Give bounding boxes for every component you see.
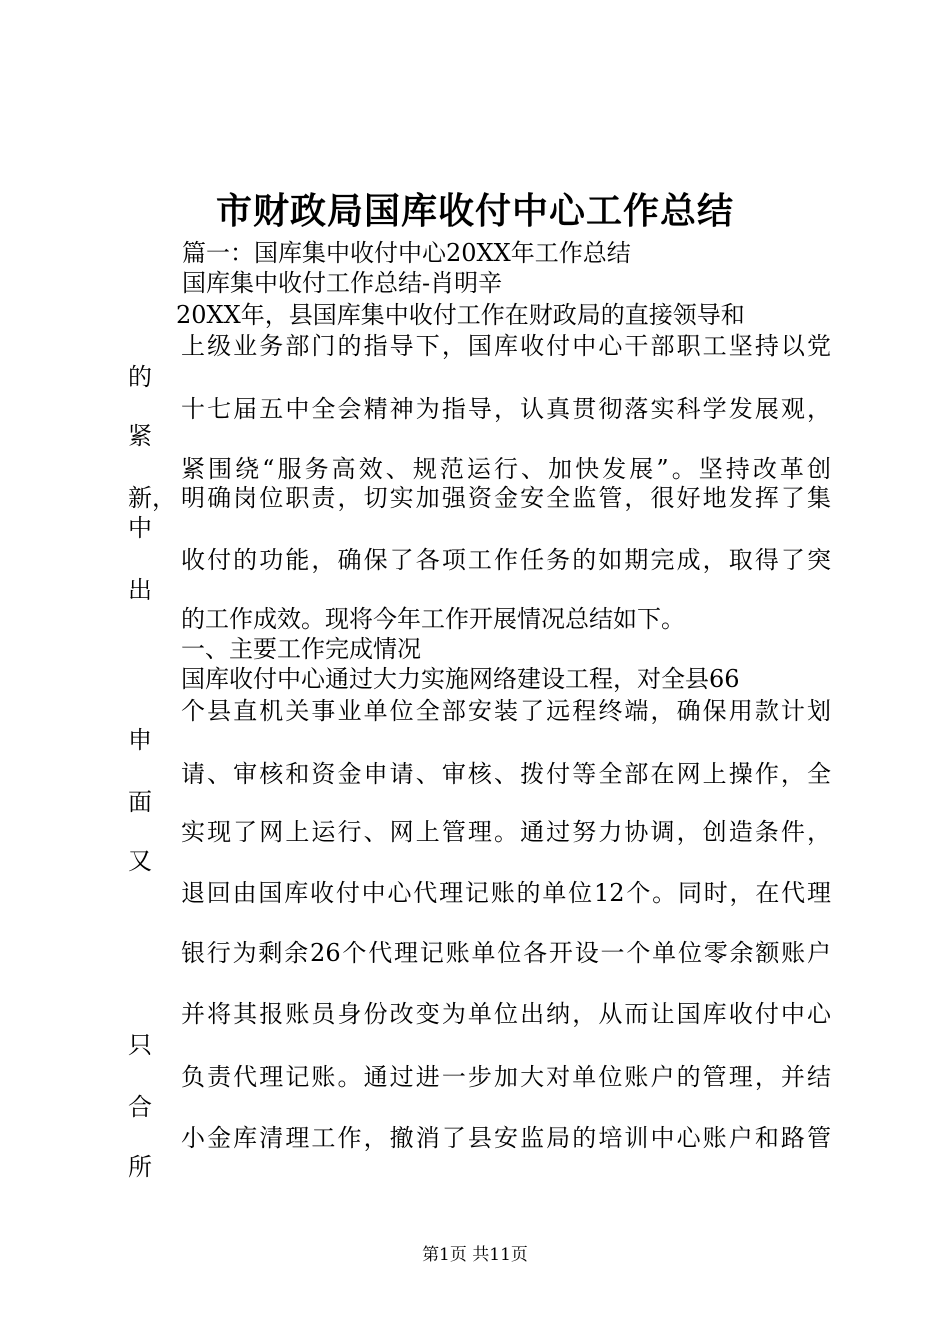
body-line-8: 收付的功能，确保了各项工作任务的如期完成，取得了突: [181, 546, 831, 574]
body-line-6: 紧围绕“服务高效、规范运行、加快发展”。坚持改革创: [181, 455, 831, 483]
body-line-1: 篇一：国库集中收付中心20XX年工作总结: [182, 239, 631, 267]
document-title: 市财政局国库收付中心工作总结: [215, 190, 734, 232]
margin-char-7: 面: [128, 788, 152, 816]
margin-char-11: 所: [128, 1153, 152, 1181]
page-footer: 第1页 共11页: [422, 1245, 528, 1265]
body-line-16: 银行为剩余26个代理记账单位各开设一个单位零余额账户: [181, 939, 831, 967]
margin-char-4: 中: [128, 514, 152, 542]
body-line-3: 20XX年，县国库集中收付工作在财政局的直接领导和: [176, 301, 745, 329]
body-line-10: 一、主要工作完成情况: [181, 635, 421, 663]
body-line-11: 国库收付中心通过大力实施网络建设工程，对全县66: [181, 665, 740, 693]
margin-char-1: 的: [128, 363, 152, 391]
body-line-12: 个县直机关事业单位全部安装了远程终端，确保用款计划: [181, 697, 831, 725]
margin-char-9: 只: [128, 1031, 152, 1059]
margin-char-8: 又: [128, 847, 152, 875]
body-line-5: 十七届五中全会精神为指导，认真贯彻落实科学发展观，: [181, 395, 831, 423]
body-line-9: 的工作成效。现将今年工作开展情况总结如下。: [181, 605, 685, 633]
body-line-18: 负责代理记账。通过进一步加大对单位账户的管理，并结: [181, 1063, 831, 1091]
body-line-15: 退回由国库收付中心代理记账的单位12个。同时，在代理: [181, 879, 831, 907]
margin-char-2: 紧: [128, 422, 152, 450]
body-line-13: 请、审核和资金申请、审核、拨付等全部在网上操作，全: [181, 760, 831, 788]
body-line-2: 国库集中收付工作总结-肖明辛: [182, 269, 503, 297]
body-line-7: 明确岗位职责，切实加强资金安全监管，很好地发挥了集: [181, 484, 831, 512]
body-line-17: 并将其报账员身份改变为单位出纳，从而让国库收付中心: [181, 1000, 831, 1028]
margin-char-10: 合: [128, 1093, 152, 1121]
margin-char-5: 出: [128, 576, 152, 604]
body-line-14: 实现了网上运行、网上管理。通过努力协调，创造条件，: [181, 818, 831, 846]
body-line-19: 小金库清理工作，撤消了县安监局的培训中心账户和路管: [181, 1124, 831, 1152]
body-line-4: 上级业务部门的指导下，国库收付中心干部职工坚持以党: [181, 332, 831, 360]
margin-char-6: 申: [128, 726, 152, 754]
margin-char-3: 新，: [128, 484, 176, 512]
